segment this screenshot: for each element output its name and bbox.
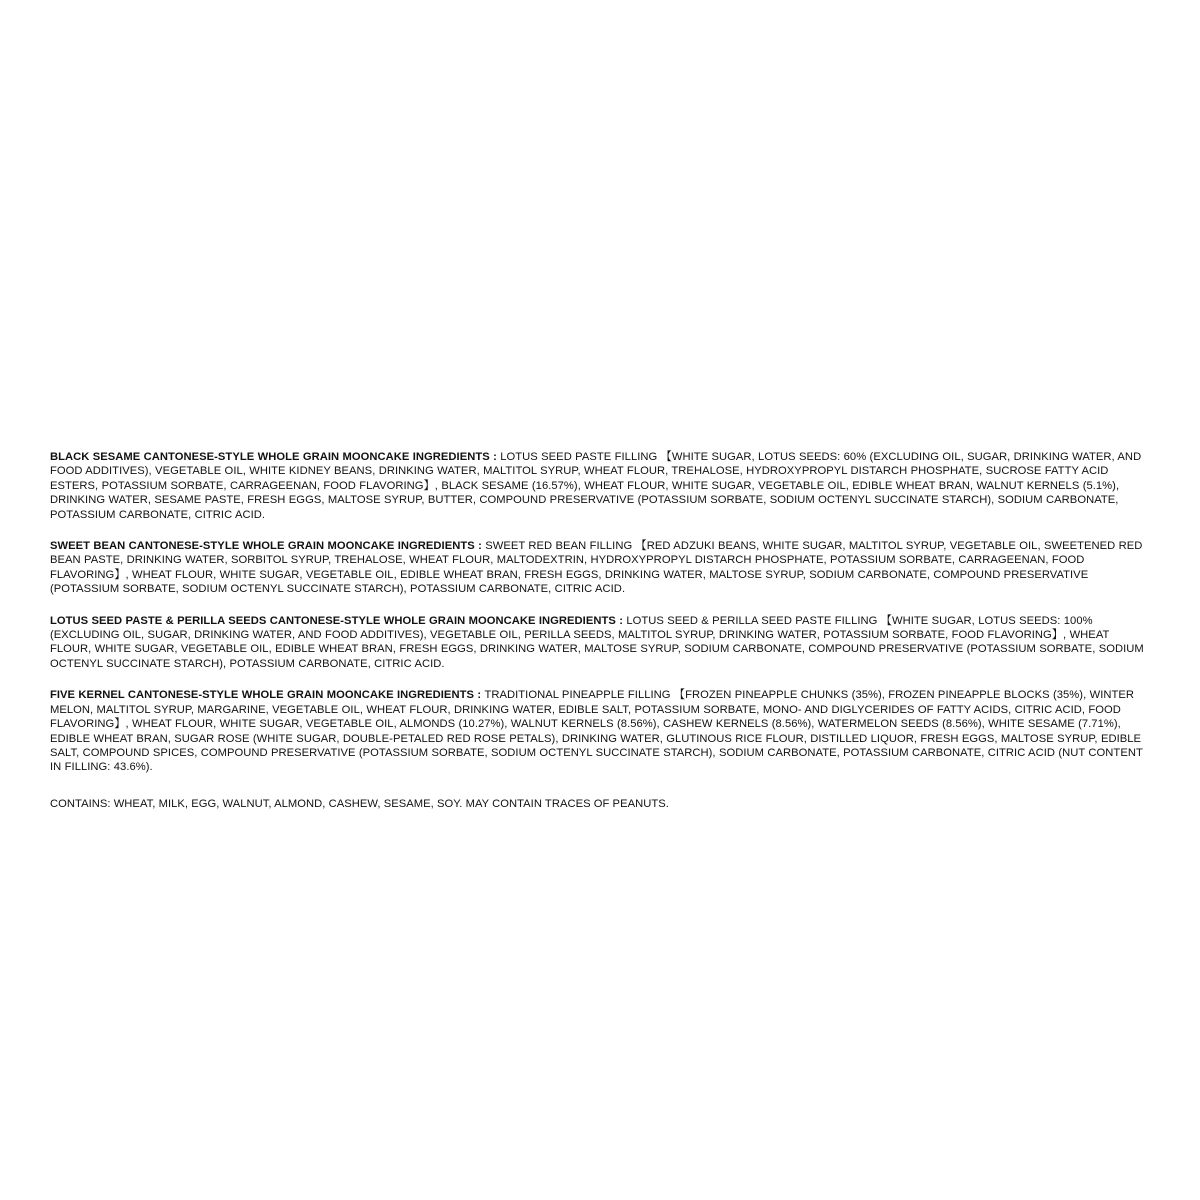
ingredient-block-sweet-bean xyxy=(50,539,1150,597)
ingredient-heading: LOTUS SEED PASTE & PERILLA SEEDS CANTONESE-STYLE WHOLE GRAIN MOONCAKE INGREDIENTS : xyxy=(50,614,627,627)
ingredient-body: LOTUS SEED PASTE FILLING 【WHITE SUGAR, LOTUS SEEDS: 60% (EXCLUDING OIL, SUGAR, DRINKING WATER, AND FOOD ADDITIVES), VEGETABLE OIL, WHITE KIDNEY BEANS, DRINKING WATER, MALTITOL SYRUP, WHEAT FLOUR, TREHALOSE, HYDROXYPROPYL DISTARCH PHOSPHATE, SUCROSE FATTY ACID ESTERS, POTASSIUM SORBATE, CARRAGEENAN, FOOD FLAVORING】, BLACK SESAME (16.57%), WHEAT FLOUR, WHITE SUGAR, VEGETABLE OIL, EDIBLE WHEAT BRAN, WALNUT KERNELS (5.1%), DRINKING WATER, SESAME PASTE, FRESH EGGS, MALTOSE SYRUP, BUTTER, COMPOUND PRESERVATIVE (POTASSIUM SORBATE, SODIUM OCTENYL SUCCINATE STARCH), SODIUM CARBONATE, POTASSIUM CARBONATE, CITRIC ACID. xyxy=(50,451,1142,521)
ingredient-paragraph xyxy=(50,688,1150,774)
ingredient-body: SWEET RED BEAN FILLING 【RED ADZUKI BEANS, WHITE SUGAR, MALTITOL SYRUP, VEGETABLE OIL, SWEETENED RED BEAN PASTE, DRINKING WATER, SORBITOL SYRUP, TREHALOSE, WHEAT FLOUR, MALTODEXTRIN, HYDROXYPROPYL DISTARCH PHOSPHATE, POTASSIUM SORBATE, CARRAGEENAN, FOOD FLAVORING】, WHEAT FLOUR, WHITE SUGAR, VEGETABLE OIL, EDIBLE WHEAT BRAN, FRESH EGGS, DRINKING WATER, MALTOSE SYRUP, SODIUM CARBONATE, COMPOUND PRESERVATIVE (POTASSIUM SORBATE, SODIUM OCTENYL SUCCINATE STARCH), POTASSIUM CARBONATE, CITRIC ACID. xyxy=(50,540,1143,596)
ingredient-body: LOTUS SEED & PERILLA SEED PASTE FILLING 【WHITE SUGAR, LOTUS SEEDS: 100% (EXCLUDING OIL, SUGAR, DRINKING WATER, AND FOOD ADDITIVES), VEGETABLE OIL, PERILLA SEEDS, MALTITOL SYRUP, DRINKING WATER, POTASSIUM SORBATE, FOOD FLAVORING】, WHEAT FLOUR, WHITE SUGAR, VEGETABLE OIL, EDIBLE WHEAT BRAN, FRESH EGGS, DRINKING WATER, MALTOSE SYRUP, SODIUM CARBONATE, COMPOUND PRESERVATIVE (POTASSIUM SORBATE, SODIUM OCTENYL SUCCINATE STARCH), POTASSIUM CARBONATE, CITRIC ACID. xyxy=(50,614,1144,670)
ingredient-paragraph xyxy=(50,450,1150,522)
ingredient-block-five-kernel xyxy=(50,688,1150,774)
ingredient-heading: SWEET BEAN CANTONESE-STYLE WHOLE GRAIN MOONCAKE INGREDIENTS : xyxy=(50,540,486,553)
allergen-text: CONTAINS: WHEAT, MILK, EGG, WALNUT, ALMOND, CASHEW, SESAME, SOY. MAY CONTAIN TRACES OF PEANUTS. xyxy=(50,797,669,810)
ingredient-body: TRADITIONAL PINEAPPLE FILLING 【FROZEN PINEAPPLE CHUNKS (35%), FROZEN PINEAPPLE BLOCKS (35%), WINTER MELON, MALTITOL SYRUP, MARGARINE, VEGETABLE OIL, WHEAT FLOUR, DRINKING WATER, EDIBLE SALT, POTASSIUM SORBATE, MONO- AND DIGLYCERIDES OF FATTY ACIDS, CITRIC ACID, FOOD FLAVORING】, WHEAT FLOUR, WHITE SUGAR, VEGETABLE OIL, ALMONDS (10.27%), WALNUT KERNELS (8.56%), CASHEW KERNELS (8.56%), WATERMELON SEEDS (8.56%), WHITE SESAME (7.71%), EDIBLE WHEAT BRAN, SUGAR ROSE (WHITE SUGAR, DOUBLE-PETALED RED ROSE PETALS), DRINKING WATER, GLUTINOUS RICE FLOUR, DISTILLED LIQUOR, FRESH EGGS, MALTOSE SYRUP, EDIBLE SALT, COMPOUND SPICES, COMPOUND PRESERVATIVE (POTASSIUM SORBATE, SODIUM OCTENYL SUCCINATE STARCH), SODIUM CARBONATE, POTASSIUM CARBONATE, CITRIC ACID (NUT CONTENT IN FILLING: 43.6%). xyxy=(50,689,1143,774)
ingredients-label-sheet xyxy=(50,450,1150,811)
ingredient-heading: BLACK SESAME CANTONESE-STYLE WHOLE GRAIN MOONCAKE INGREDIENTS : xyxy=(50,451,501,463)
allergen-contains-statement xyxy=(50,797,1150,811)
ingredient-block-black-sesame xyxy=(50,450,1150,522)
ingredient-paragraph xyxy=(50,539,1150,597)
ingredient-heading: FIVE KERNEL CANTONESE-STYLE WHOLE GRAIN MOONCAKE INGREDIENTS : xyxy=(50,689,485,702)
ingredient-paragraph xyxy=(50,614,1150,672)
ingredient-block-lotus-seed-perilla xyxy=(50,614,1150,672)
